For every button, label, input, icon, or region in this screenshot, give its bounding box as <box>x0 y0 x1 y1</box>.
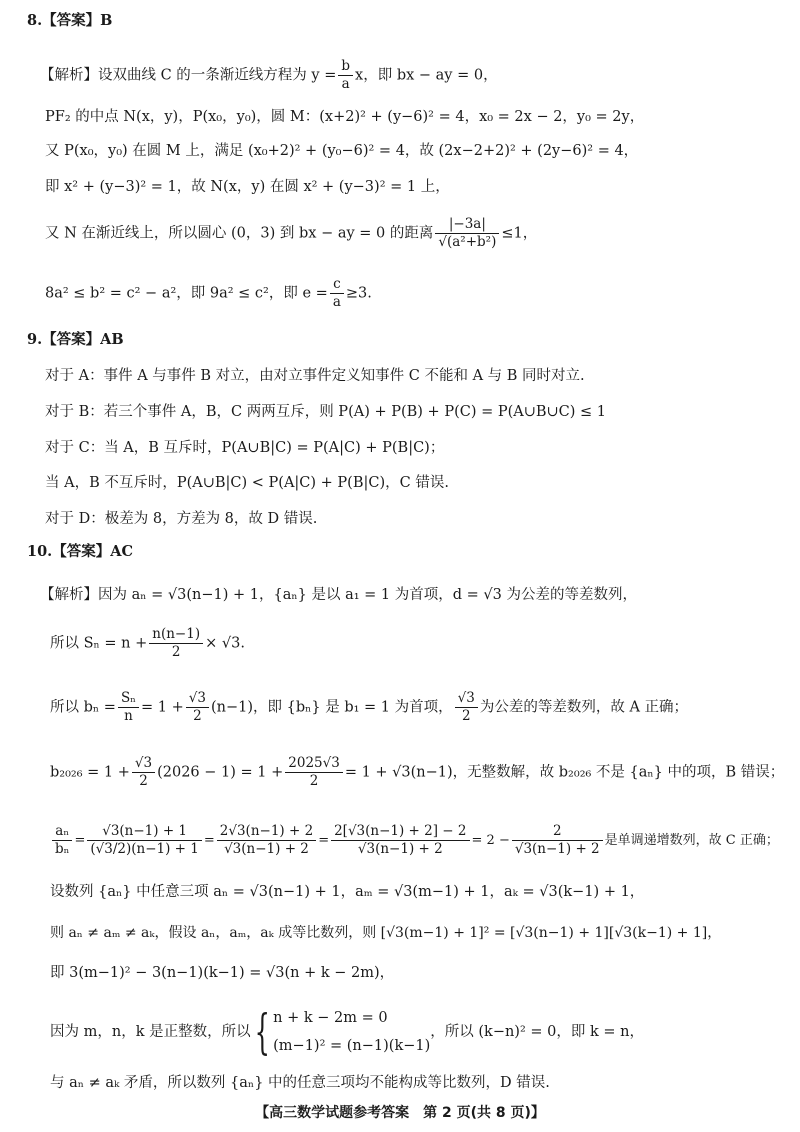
q10-line-2 <box>50 626 245 661</box>
q10-line4-text-b: (2026 − 1) = 1 + <box>157 764 284 781</box>
q10-line3-text-b: = 1 + <box>141 699 184 716</box>
q10-line4-fraction-denominator-b: 2 <box>309 773 319 789</box>
q8-line5-text-b: ≤1， <box>501 225 538 242</box>
q10-line3-fraction-denominator-b: 2 <box>461 708 471 724</box>
q10-line4-2025-fraction <box>285 755 343 790</box>
page-footer: 【高三数学试题参考答案 第 2 页(共 8 页)】 <box>255 1105 545 1121</box>
q9-line-1: 对于 A：事件 A 与事件 B 对立，由对立事件定义知事件 C 不能和 A 与 B 同时对立. <box>45 368 585 384</box>
q8-eccentricity-fraction <box>330 276 344 311</box>
q10-line3-fraction-numerator-a: √3 <box>186 690 209 708</box>
q8-solution-line-4: 即 x² + (y−3)² = 1，故 N(x，y) 在圆 x² + (y−3)² = 1 上， <box>45 179 450 195</box>
q10-bn-numerator: Sₙ <box>118 690 139 708</box>
q10-line3-text-a: 所以 bₙ = <box>50 699 116 716</box>
q10-line4-fraction-denominator-a: 2 <box>139 773 148 789</box>
q10-equation-system <box>273 1004 430 1060</box>
q10-bn-fraction <box>118 690 139 725</box>
q10-line3-text-d: 为公差的等差数列，故 A 正确； <box>479 699 689 716</box>
q10-line5-equals-4: = 2 − <box>471 833 510 848</box>
q10-line9-text-a: 因为 m，n，k 是正整数，所以 <box>50 1024 251 1040</box>
q8-distance-denominator: √(a²+b²) <box>438 234 497 250</box>
q10-line5-fraction-3 <box>217 823 316 858</box>
q10-line9-text-b: ，所以 (k−n)² = 0，即 k = n， <box>430 1024 644 1040</box>
q10-line5-conclusion: 是单调递增数列，故 C 正确； <box>604 833 779 848</box>
q8-line1-text-b: x，即 bx − ay = 0， <box>355 67 498 84</box>
q10-line2-text-a: 所以 Sₙ = n + <box>50 635 148 652</box>
q10-line3-text-c: (n−1)，即 {bₙ} 是 b₁ = 1 为首项， <box>210 699 453 716</box>
q10-line-3 <box>50 690 688 725</box>
q8-eccentricity-denominator: a <box>332 294 341 310</box>
q10-line5-fraction-4 <box>331 823 469 858</box>
q10-an-over-bn <box>52 823 72 858</box>
q10-line3-sqrt3-half-a <box>186 690 209 725</box>
q10-line4-sqrt3-half <box>132 755 155 790</box>
q8-fraction-denominator: a <box>341 76 350 92</box>
q10-line4-fraction-numerator-a: √3 <box>132 755 155 773</box>
q10-line5-fraction5-denominator: √3(n−1) + 2 <box>514 841 600 857</box>
q8-line5-text-a: 又 N 在渐近线上，所以圆心 (0，3) 到 bx − ay = 0 的距离 <box>45 225 434 242</box>
q10-bn-denominator: n <box>124 708 133 724</box>
q10-line-9 <box>50 1004 644 1060</box>
q10-line5-fraction-2 <box>87 823 201 858</box>
q10-line5-fraction3-denominator: √3(n−1) + 2 <box>224 841 309 857</box>
q10-line-6: 设数列 {aₙ} 中任意三项 aₙ = √3(n−1) + 1，aₘ = √3(m−1) + 1，aₖ = √3(k−1) + 1， <box>50 884 645 900</box>
q9-line-2: 对于 B：若三个事件 A，B，C 两两互斥，则 P(A) + P(B) + P(C) = P(A∪B∪C) ≤ 1 <box>45 404 607 420</box>
q10-line4-text-c: = 1 + √3(n−1)，无整数解，故 b₂₀₂₆ 不是 {aₙ} 中的项，B 错误； <box>344 764 785 781</box>
q8-solution-line-3: 又 P(x₀，y₀) 在圆 M 上，满足 (x₀+2)² + (y₀−6)² = 4，故 (2x−2+2)² + (2y−6)² = 4， <box>45 143 639 159</box>
q9-answer: 9.【答案】AB <box>27 331 124 348</box>
q10-line5-fraction2-denominator: (√3/2)(n−1) + 1 <box>90 841 199 857</box>
q10-system-row-2: (m−1)² = (n−1)(k−1) <box>273 1038 431 1054</box>
q10-line5-equals-2: = <box>203 833 215 848</box>
q10-line5-equals-3: = <box>318 833 330 848</box>
q10-line5-fraction-5 <box>512 823 603 858</box>
q9-line-3: 对于 C：当 A，B 互斥时，P(A∪B|C) = P(A|C) + P(B|C)； <box>45 440 445 456</box>
q8-solution-line-6 <box>45 276 372 311</box>
q10-sum-denominator: 2 <box>171 644 181 660</box>
q8-solution-line-1 <box>40 58 498 93</box>
q10-line-7: 则 aₙ ≠ aₘ ≠ aₖ，假设 aₙ，aₘ，aₖ 成等比数列，则 [√3(m−1) + 1]² = [√3(n−1) + 1][√3(k−1) + 1]， <box>50 925 722 941</box>
q10-sum-fraction <box>149 626 203 661</box>
q10-line3-fraction-numerator-b: √3 <box>455 690 478 708</box>
q10-line-8: 即 3(m−1)² − 3(n−1)(k−1) = √3(n + k − 2m)， <box>50 965 395 981</box>
q10-answer: 10.【答案】AC <box>27 543 134 560</box>
q8-line6-text-b: ≥3. <box>345 285 372 302</box>
q9-line-5: 对于 D：极差为 8，方差为 8，故 D 错误. <box>45 511 318 527</box>
q10-line-4 <box>50 755 784 790</box>
q10-line4-text-a: b₂₀₂₆ = 1 + <box>50 764 130 781</box>
q10-line5-fraction1-numerator: aₙ <box>52 823 72 841</box>
q10-line5-equals-1: = <box>74 833 86 848</box>
q10-system-row-1: n + k − 2m = 0 <box>273 1010 388 1026</box>
q8-answer: 8.【答案】B <box>27 12 113 29</box>
q8-eccentricity-numerator: c <box>330 276 344 294</box>
q8-fraction-b-over-a <box>338 58 353 93</box>
q10-line5-fraction1-denominator: bₙ <box>55 841 70 857</box>
q8-fraction-numerator: b <box>338 58 353 76</box>
q10-line-10: 与 aₙ ≠ aₖ 矛盾，所以数列 {aₙ} 中的任意三项均不能构成等比数列，D 错误. <box>50 1075 550 1091</box>
q8-line1-text-a: 【解析】设双曲线 C 的一条渐近线方程为 y = <box>40 67 337 84</box>
q10-line4-fraction-numerator-b: 2025√3 <box>285 755 343 773</box>
q10-system-brace: { <box>254 1004 270 1060</box>
q10-line5-fraction2-numerator: √3(n−1) + 1 <box>87 823 201 841</box>
q8-line6-text-a: 8a² ≤ b² = c² − a²，即 9a² ≤ c²，即 e = <box>45 285 328 302</box>
q10-line5-fraction5-numerator: 2 <box>512 823 603 841</box>
q10-line5-fraction4-denominator: √3(n−1) + 2 <box>357 841 443 857</box>
q8-distance-fraction <box>435 216 499 251</box>
q10-line-1: 【解析】因为 aₙ = √3(n−1) + 1，{aₙ} 是以 a₁ = 1 为首项，d = √3 为公差的等差数列， <box>40 587 637 603</box>
q10-line2-text-b: × √3. <box>205 635 245 652</box>
q10-line5-fraction3-numerator: 2√3(n−1) + 2 <box>217 823 316 841</box>
q10-line3-sqrt3-half-b <box>455 690 478 725</box>
q9-line-4: 当 A，B 不互斥时，P(A∪B|C) < P(A|C) + P(B|C)，C 错误. <box>45 475 449 491</box>
q8-distance-numerator: |−3a| <box>435 216 499 234</box>
q10-sum-numerator: n(n−1) <box>149 626 203 644</box>
q8-solution-line-2: PF₂ 的中点 N(x，y)，P(x₀，y₀)，圆 M：(x+2)² + (y−6)² = 4，x₀ = 2x − 2，y₀ = 2y， <box>45 109 645 125</box>
q10-line5-fraction4-numerator: 2[√3(n−1) + 2] − 2 <box>331 823 469 841</box>
q10-line-5 <box>50 823 779 858</box>
q8-solution-line-5 <box>45 216 537 251</box>
q10-line3-fraction-denominator-a: 2 <box>193 708 202 724</box>
